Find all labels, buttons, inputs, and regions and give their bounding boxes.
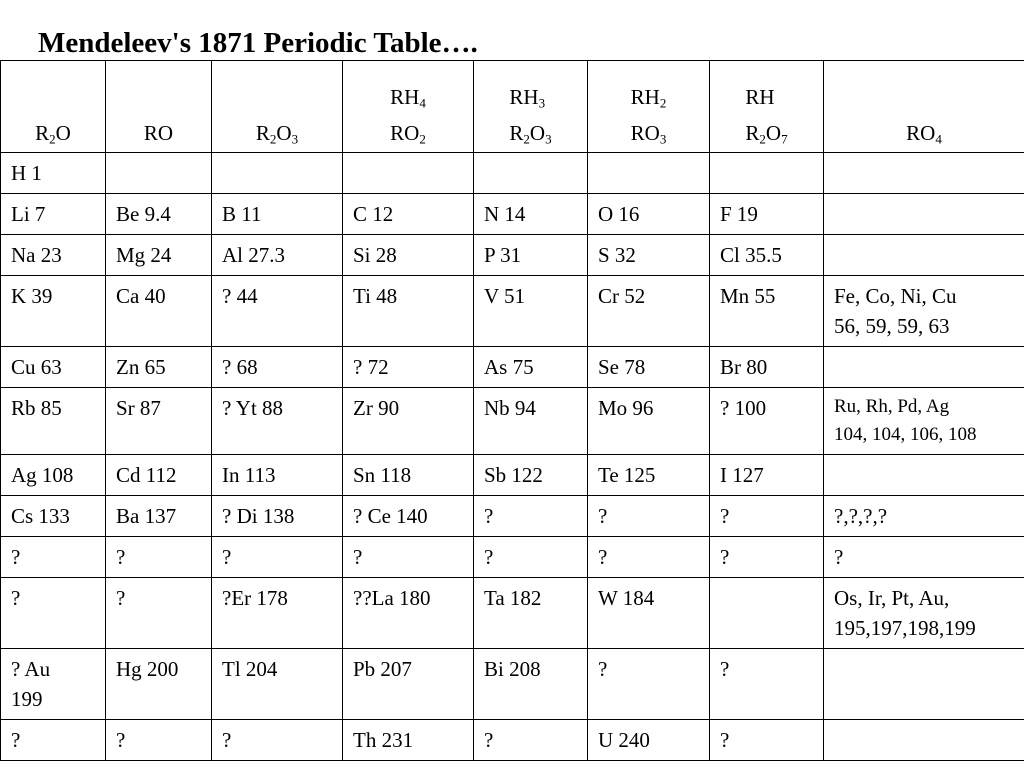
table-cell: ? — [474, 537, 588, 578]
formula-text: RO — [390, 121, 420, 145]
table-cell: N 14 — [474, 194, 588, 235]
table-row — [1, 578, 1024, 649]
header-cell — [710, 61, 824, 153]
table-cell: ? 44 — [212, 276, 343, 347]
page-title: Mendeleev's 1871 Periodic Table…. — [38, 27, 478, 59]
formula-text: RO — [630, 121, 660, 145]
table-cell: Mn 55 — [710, 276, 824, 347]
formula-subscript: 3 — [659, 131, 667, 147]
header-cell — [212, 61, 343, 153]
table-cell: ? — [1, 720, 106, 761]
table-cell — [343, 153, 474, 194]
table-row — [1, 720, 1024, 761]
formula-text: RH — [390, 85, 420, 109]
table-cell: ?,?,?,? — [824, 496, 1024, 537]
header-cell — [106, 61, 212, 153]
formula-subscript: 7 — [781, 131, 788, 147]
table-cell: Ag 108 — [1, 455, 106, 496]
table-cell: ? — [343, 537, 474, 578]
formula-text: O — [276, 121, 292, 145]
table-cell: B 11 — [212, 194, 343, 235]
table-row — [1, 194, 1024, 235]
table-cell: ? Ce 140 — [343, 496, 474, 537]
table-cell: Cr 52 — [588, 276, 710, 347]
table-cell: Ti 48 — [343, 276, 474, 347]
table-row — [1, 153, 1024, 194]
table-row — [1, 496, 1024, 537]
formula-text: RH — [745, 85, 775, 109]
table-cell: Be 9.4 — [106, 194, 212, 235]
header-cell — [588, 61, 710, 153]
table-cell: Cs 133 — [1, 496, 106, 537]
table-cell: I 127 — [710, 455, 824, 496]
table-cell: V 51 — [474, 276, 588, 347]
table-cell: Sn 118 — [343, 455, 474, 496]
table-cell: ? — [710, 496, 824, 537]
formula-text: RH — [630, 85, 660, 109]
table-cell: W 184 — [588, 578, 710, 649]
table-cell: Nb 94 — [474, 388, 588, 455]
table-cell: ? — [710, 537, 824, 578]
table-cell — [710, 578, 824, 649]
formula-text: O — [765, 121, 782, 145]
table-cell: ? — [824, 537, 1024, 578]
table-cell: ? — [106, 578, 212, 649]
table-cell: Mg 24 — [106, 235, 212, 276]
table-cell: ? Di 138 — [212, 496, 343, 537]
table-cell: ? — [588, 496, 710, 537]
table-cell: ? 100 — [710, 388, 824, 455]
table-row — [1, 276, 1024, 347]
table-row — [1, 455, 1024, 496]
table-cell — [588, 153, 710, 194]
table-cell: In 113 — [212, 455, 343, 496]
formula-text: RO — [906, 121, 936, 145]
table-cell: Sb 122 — [474, 455, 588, 496]
table-cell: ? — [106, 720, 212, 761]
table-cell: Ru, Rh, Pd, Ag 104, 104, 106, 108 — [824, 388, 1024, 455]
table-cell — [710, 153, 824, 194]
table-cell: F 19 — [710, 194, 824, 235]
table-cell: ? Yt 88 — [212, 388, 343, 455]
table-cell — [824, 455, 1024, 496]
table-cell: Li 7 — [1, 194, 106, 235]
table-cell: Ca 40 — [106, 276, 212, 347]
table-cell: Th 231 — [343, 720, 474, 761]
table-cell: Pb 207 — [343, 649, 474, 720]
periodic-table — [0, 60, 1024, 761]
formula-subscript: 2 — [759, 131, 766, 147]
table-row — [1, 347, 1024, 388]
table-cell — [824, 153, 1024, 194]
table-cell: Ta 182 — [474, 578, 588, 649]
table-row — [1, 388, 1024, 455]
table-cell — [212, 153, 343, 194]
table-cell: H 1 — [1, 153, 106, 194]
table-header-row — [1, 61, 1024, 153]
table-row — [1, 649, 1024, 720]
table-cell: ? — [1, 578, 106, 649]
table-cell: As 75 — [474, 347, 588, 388]
table-cell: ? — [212, 537, 343, 578]
table-cell: Tl 204 — [212, 649, 343, 720]
table-cell: Cd 112 — [106, 455, 212, 496]
table-cell: Rb 85 — [1, 388, 106, 455]
header-cell — [343, 61, 474, 153]
table-row — [1, 235, 1024, 276]
table-cell: Bi 208 — [474, 649, 588, 720]
table-cell: ??La 180 — [343, 578, 474, 649]
table-cell: K 39 — [1, 276, 106, 347]
formula-subscript: 4 — [935, 131, 942, 147]
table-row — [1, 537, 1024, 578]
table-cell: Na 23 — [1, 235, 106, 276]
header-cell — [1, 61, 106, 153]
formula-text: R — [255, 121, 270, 145]
table-cell: Al 27.3 — [212, 235, 343, 276]
table-cell: ? — [212, 720, 343, 761]
table-cell: ? — [106, 537, 212, 578]
formula-subscript: 4 — [419, 95, 426, 111]
formula-subscript: 2 — [523, 131, 530, 147]
table-cell: Cu 63 — [1, 347, 106, 388]
table-cell — [474, 153, 588, 194]
table-cell: Cl 35.5 — [710, 235, 824, 276]
formula-text: RH — [509, 85, 539, 109]
table-cell: ? — [710, 720, 824, 761]
formula-text: O — [529, 121, 546, 145]
table-cell: ? — [1, 537, 106, 578]
table-cell: Mo 96 — [588, 388, 710, 455]
formula-subscript: 2 — [659, 95, 667, 111]
formula-text: RO — [143, 121, 174, 145]
table-cell: Ba 137 — [106, 496, 212, 537]
table-cell — [824, 235, 1024, 276]
table-cell: Si 28 — [343, 235, 474, 276]
table-cell: ? 72 — [343, 347, 474, 388]
formula-text: O — [55, 121, 71, 145]
formula-subscript: 3 — [291, 131, 299, 147]
header-cell — [824, 61, 1024, 153]
formula-subscript: 2 — [419, 131, 426, 147]
formula-subscript: 2 — [49, 131, 56, 147]
header-cell — [474, 61, 588, 153]
table-cell: Br 80 — [710, 347, 824, 388]
table-cell: Os, Ir, Pt, Au, 195,197,198,199 — [824, 578, 1024, 649]
formula-text: R — [35, 121, 50, 145]
table-cell: S 32 — [588, 235, 710, 276]
table-cell: ? — [588, 649, 710, 720]
table-cell: ? — [474, 720, 588, 761]
formula-text: R — [509, 121, 524, 145]
table-cell: O 16 — [588, 194, 710, 235]
table-cell: Te 125 — [588, 455, 710, 496]
table-cell: ? — [474, 496, 588, 537]
table-cell: ? 68 — [212, 347, 343, 388]
table-cell: Se 78 — [588, 347, 710, 388]
table-cell: Zr 90 — [343, 388, 474, 455]
table-cell: Zn 65 — [106, 347, 212, 388]
formula-subscript: 3 — [545, 131, 552, 147]
table-cell: ? — [710, 649, 824, 720]
table-cell — [824, 649, 1024, 720]
table-cell: Hg 200 — [106, 649, 212, 720]
table-cell: ? — [588, 537, 710, 578]
table-cell — [824, 194, 1024, 235]
table-cell — [824, 720, 1024, 761]
table-cell — [106, 153, 212, 194]
formula-subscript: 3 — [538, 95, 546, 111]
table-cell: ? Au 199 — [1, 649, 106, 720]
formula-text: R — [745, 121, 760, 145]
table-cell: ?Er 178 — [212, 578, 343, 649]
table-cell: C 12 — [343, 194, 474, 235]
table-cell: U 240 — [588, 720, 710, 761]
formula-subscript: 2 — [269, 131, 277, 147]
table-cell — [824, 347, 1024, 388]
table-cell: P 31 — [474, 235, 588, 276]
table-cell: Fe, Co, Ni, Cu 56, 59, 59, 63 — [824, 276, 1024, 347]
table-cell: Sr 87 — [106, 388, 212, 455]
